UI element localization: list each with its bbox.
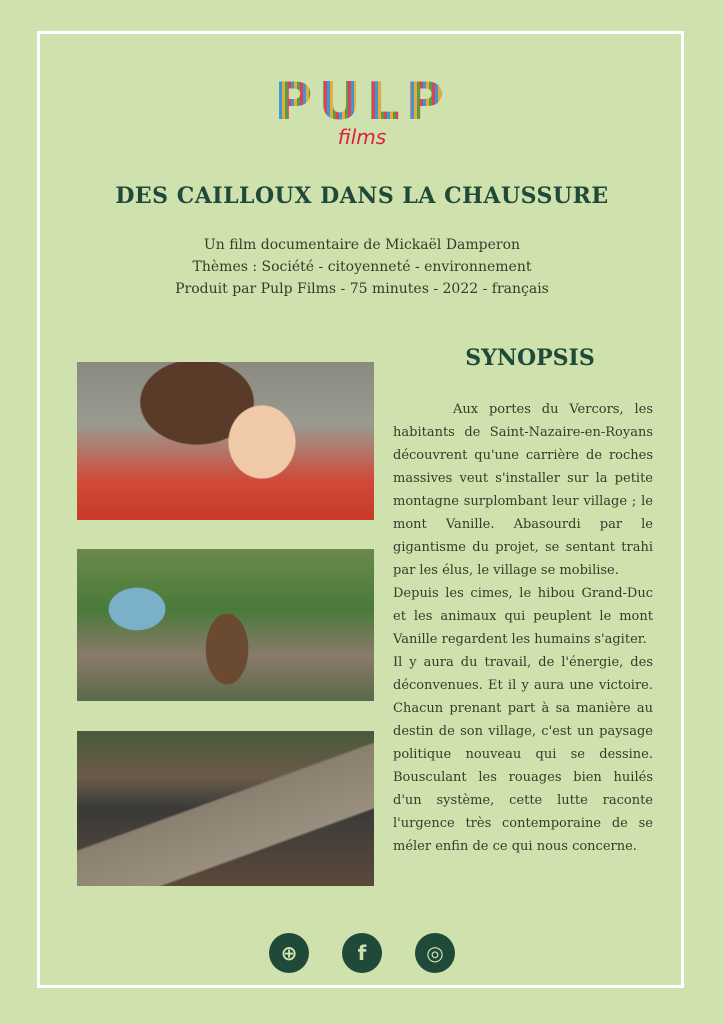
instagram-icon[interactable]: ◎ [415, 933, 455, 973]
social-links [0, 933, 724, 973]
pulp-films-logo [0, 72, 724, 149]
synopsis-paragraph-1: Aux portes du Vercors, les habitants de Saint-Nazaire-en-Royans découvrent qu'une carrière de roches massives veut s'installer sur la petite montagne surplombant leur village ; le mont Vanille. Abasourdi par le gigantisme du projet, se sentant trahi par les élus, le village se mobilise. [393, 402, 653, 578]
credits-production: Produit par Pulp Films - 75 minutes - 2022 - français [175, 281, 549, 297]
synopsis-paragraph-2: Depuis les cimes, le hibou Grand-Duc et les animaux qui peuplent le mont Vanille regardent les humains s'agiter. [393, 586, 653, 647]
photo-crowd-on-trail [77, 731, 374, 886]
logo-films-text: films [337, 125, 387, 149]
photo-masked-child [77, 362, 374, 520]
synopsis-body [393, 398, 653, 858]
facebook-icon[interactable]: f [342, 933, 382, 973]
synopsis-heading: SYNOPSIS [465, 345, 595, 371]
film-credits [0, 234, 724, 300]
credits-themes: Thèmes : Société - citoyenneté - environnement [192, 259, 532, 275]
synopsis-paragraph-3: Il y aura du travail, de l'énergie, des déconvenues. Et il y aura une victoire. Chacun prenant part à sa manière au destin de son village, c'est un paysage politique nouveau qui se dessine. Bousculant les rouages bien huilés d'un système, cette lutte raconte l'urgence très contemporaine de se méler enfin de ce qui nous concerne. [393, 655, 653, 854]
film-title: DES CAILLOUX DANS LA CHAUSSURE [115, 183, 609, 209]
logo-pulp-text: PULP [0, 74, 724, 130]
globe-icon[interactable]: ⊕ [269, 933, 309, 973]
credits-director: Un film documentaire de Mickaël Damperon [203, 237, 521, 253]
photo-owl-over-village [77, 549, 374, 701]
